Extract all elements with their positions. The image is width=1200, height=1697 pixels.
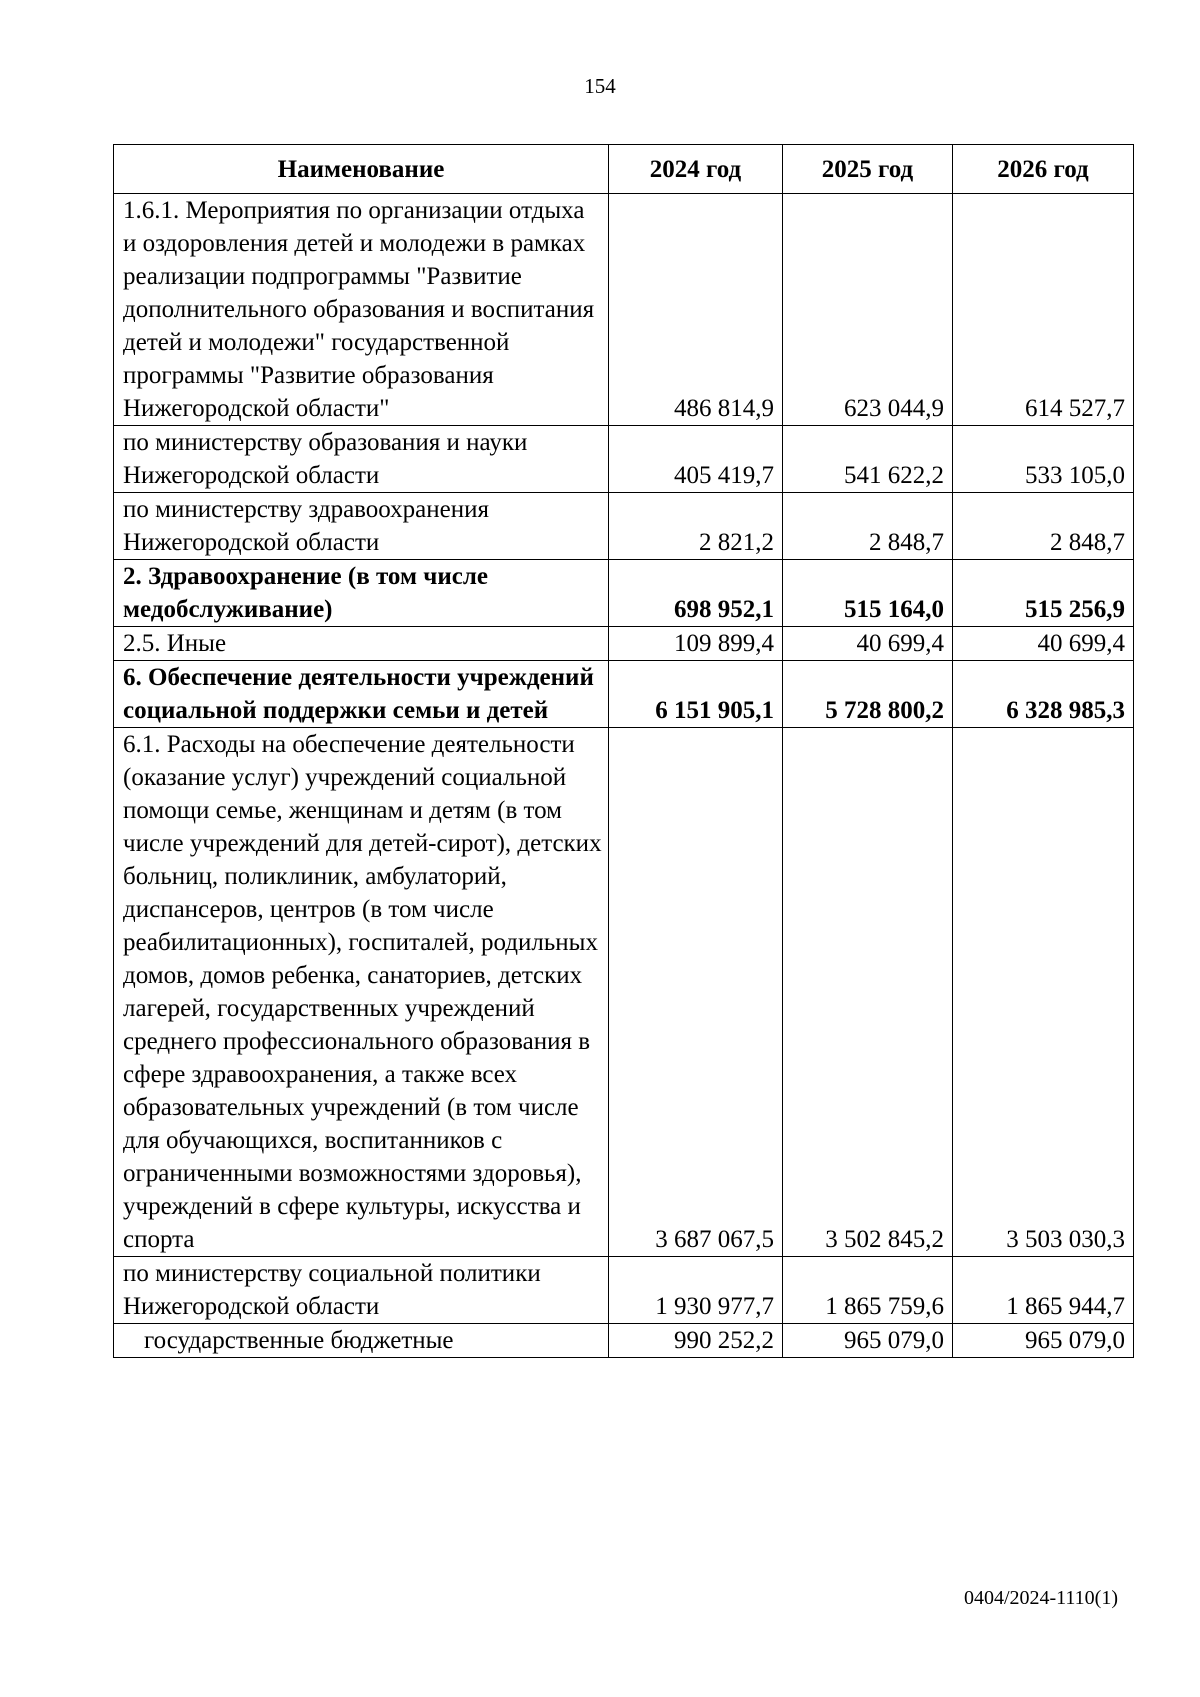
document-code: 0404/2024-1110(1) [963,1587,1118,1609]
value-2024: 405 419,7 [609,426,783,493]
value-2024: 6 151 905,1 [609,661,783,728]
row-name: по министерству образования и науки Нижегородской области [114,426,609,493]
header-name: Наименование [114,145,609,194]
row-name: по министерству здравоохранения Нижегородской области [114,493,609,560]
row-name: государственные бюджетные [114,1324,609,1358]
table-row [114,194,1134,426]
row-name: 6.1. Расходы на обеспечение деятельности (оказание услуг) учреждений социальной помощи семье, женщинам и детям (в том числе учреждений для детей-сирот), детских больниц, поликлиник, амбулаторий, диспансеров, центров (в том числе реабилитационных), госпиталей, родильных домов, домов ребенка, санаториев, детских лагерей, государственных учреждений среднего профессионального образования в сфере здравоохранения, а также всех образовательных учреждений (в том числе для обучающихся, воспитанников с ограниченными возможностями здоровья), учреждений в сфере культуры, искусства и спорта [114,728,609,1257]
value-2025: 541 622,2 [783,426,953,493]
table-row [114,627,1134,661]
row-name: 6. Обеспечение деятельности учреждений социальной поддержки семьи и детей [114,661,609,728]
budget-table [113,144,1134,1358]
table-header-row [114,145,1134,194]
value-2024: 3 687 067,5 [609,728,783,1257]
header-2025: 2025 год [783,145,953,194]
table-row [114,1257,1134,1324]
row-name: 2. Здравоохранение (в том числе медобслуживание) [114,560,609,627]
value-2026: 2 848,7 [953,493,1134,560]
row-name: по министерству социальной политики Нижегородской области [114,1257,609,1324]
value-2024: 109 899,4 [609,627,783,661]
table-row [114,661,1134,728]
value-2025: 2 848,7 [783,493,953,560]
table-row [114,560,1134,627]
value-2026: 40 699,4 [953,627,1134,661]
header-2024: 2024 год [609,145,783,194]
row-name: 1.6.1. Мероприятия по организации отдыха и оздоровления детей и молодежи в рамках реализации подпрограммы "Развитие дополнительного образования и воспитания детей и молодежи" государственной программы "Развитие образования Нижегородской области" [114,194,609,426]
value-2025: 1 865 759,6 [783,1257,953,1324]
value-2026: 515 256,9 [953,560,1134,627]
value-2024: 2 821,2 [609,493,783,560]
value-2025: 40 699,4 [783,627,953,661]
value-2026: 6 328 985,3 [953,661,1134,728]
value-2024: 486 814,9 [609,194,783,426]
page-number: 154 [584,74,616,98]
table-row [114,493,1134,560]
value-2025: 5 728 800,2 [783,661,953,728]
value-2025: 3 502 845,2 [783,728,953,1257]
value-2026: 533 105,0 [953,426,1134,493]
value-2025: 515 164,0 [783,560,953,627]
value-2026: 614 527,7 [953,194,1134,426]
value-2026: 1 865 944,7 [953,1257,1134,1324]
table-row [114,728,1134,1257]
value-2024: 1 930 977,7 [609,1257,783,1324]
value-2026: 3 503 030,3 [953,728,1134,1257]
table-row [114,1324,1134,1358]
value-2025: 623 044,9 [783,194,953,426]
value-2024: 990 252,2 [609,1324,783,1358]
value-2024: 698 952,1 [609,560,783,627]
value-2025: 965 079,0 [783,1324,953,1358]
header-2026: 2026 год [953,145,1134,194]
row-name: 2.5. Иные [114,627,609,661]
table-row [114,426,1134,493]
value-2026: 965 079,0 [953,1324,1134,1358]
